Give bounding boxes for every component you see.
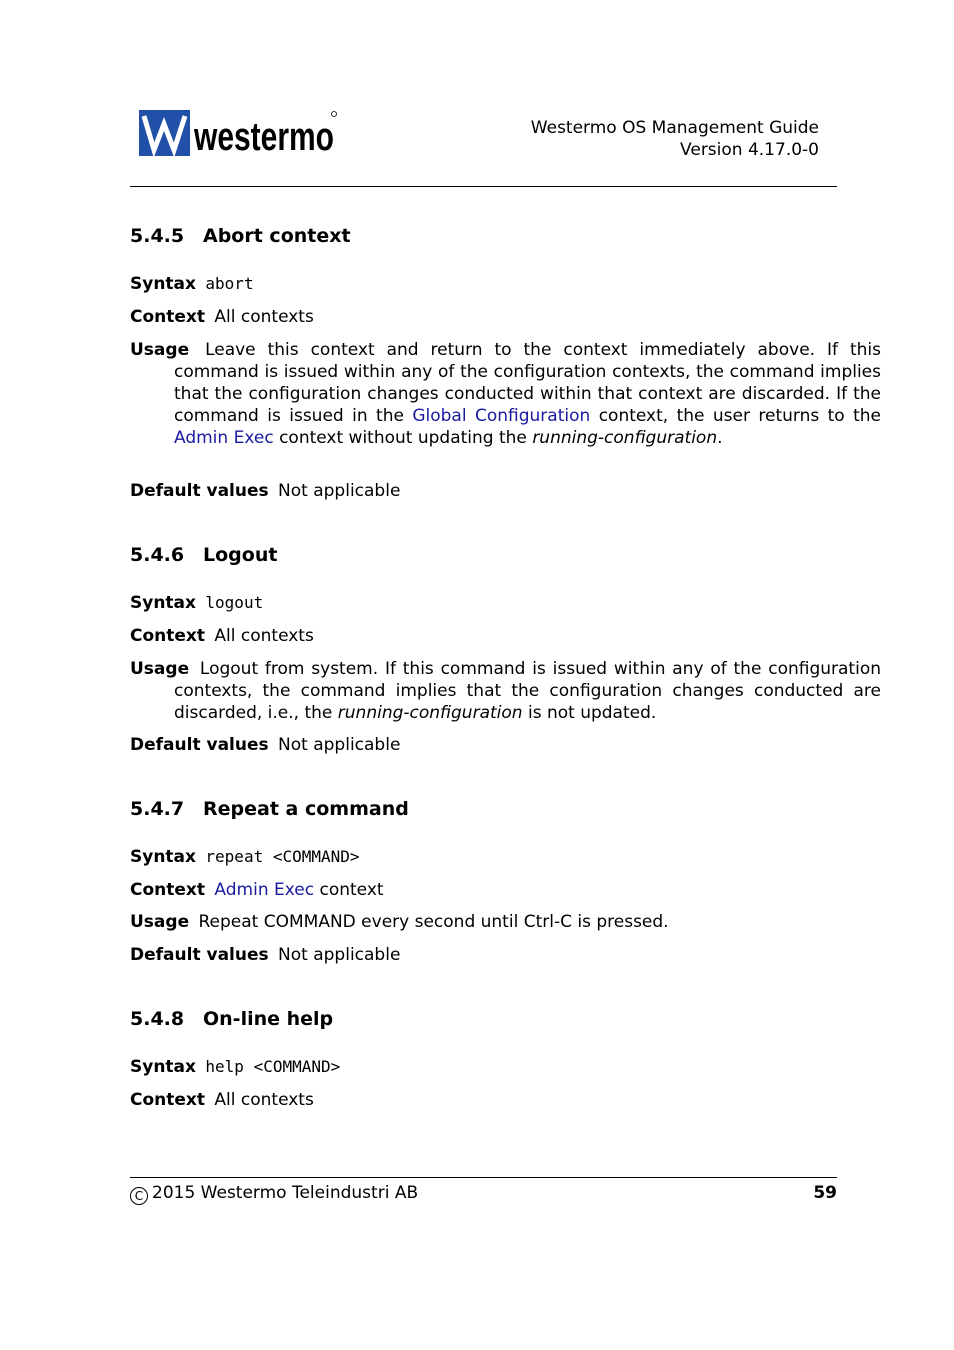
default-values-row: Default values Not applicable (130, 481, 401, 501)
admin-exec-link[interactable]: Admin Exec (174, 428, 274, 448)
syntax-row: Syntax repeat <COMMAND> (130, 847, 360, 867)
usage-paragraph: Usage Logout from system. If this command is issued within any of the configuration contexts, the command implies that the configuration changes conducted are discarded, i.e., the running-configuration is not updated. (130, 659, 881, 723)
page-footer (130, 1182, 837, 1205)
doc-version: Version 4.17.0-0 (680, 140, 819, 160)
syntax-row: Syntax abort (130, 274, 254, 294)
section-title-abort: 5.4.5 Abort context (130, 225, 351, 247)
context-row: Context All contexts (130, 626, 314, 646)
document-header (531, 117, 819, 161)
section-title-repeat: 5.4.7 Repeat a command (130, 798, 409, 820)
syntax-row: Syntax help <COMMAND> (130, 1057, 341, 1077)
header-rule (130, 186, 837, 187)
page-number: 59 (813, 1183, 837, 1203)
global-configuration-link[interactable]: Global Configuration (412, 406, 591, 426)
westermo-logo (139, 110, 339, 158)
copyright-text: 2015 Westermo Teleindustri AB (152, 1183, 419, 1203)
context-row: Context Admin Exec context (130, 880, 384, 900)
usage-paragraph: Usage Repeat COMMAND every second until Ctrl-C is pressed. (130, 912, 669, 932)
syntax-code: repeat <COMMAND> (205, 847, 360, 866)
default-values-row: Default values Not applicable (130, 735, 401, 755)
context-row: Context All contexts (130, 1090, 314, 1110)
section-title-online-help: 5.4.8 On-line help (130, 1008, 334, 1030)
usage-paragraph: Usage Leave this context and return to the context immediately above. If this command is issued within any of the configuration contexts, the command implies that the configuration changes conducted within that context are discarded. If the command is issued in the Global Configuration context, the user returns to the Admin Exec context without updating the running-configuration. (130, 340, 881, 448)
admin-exec-link[interactable]: Admin Exec (214, 880, 315, 900)
syntax-code: abort (205, 274, 254, 293)
syntax-row: Syntax logout (130, 593, 264, 613)
copyright-icon: C (130, 1187, 148, 1205)
default-values-row: Default values Not applicable (130, 945, 401, 965)
logo-wordmark: westermo (193, 115, 334, 159)
doc-title: Westermo OS Management Guide (530, 118, 819, 138)
footer-rule (130, 1177, 837, 1178)
syntax-code: logout (205, 593, 264, 612)
context-row: Context All contexts (130, 307, 314, 327)
section-title-logout: 5.4.6 Logout (130, 544, 278, 566)
syntax-code: help <COMMAND> (205, 1057, 341, 1076)
